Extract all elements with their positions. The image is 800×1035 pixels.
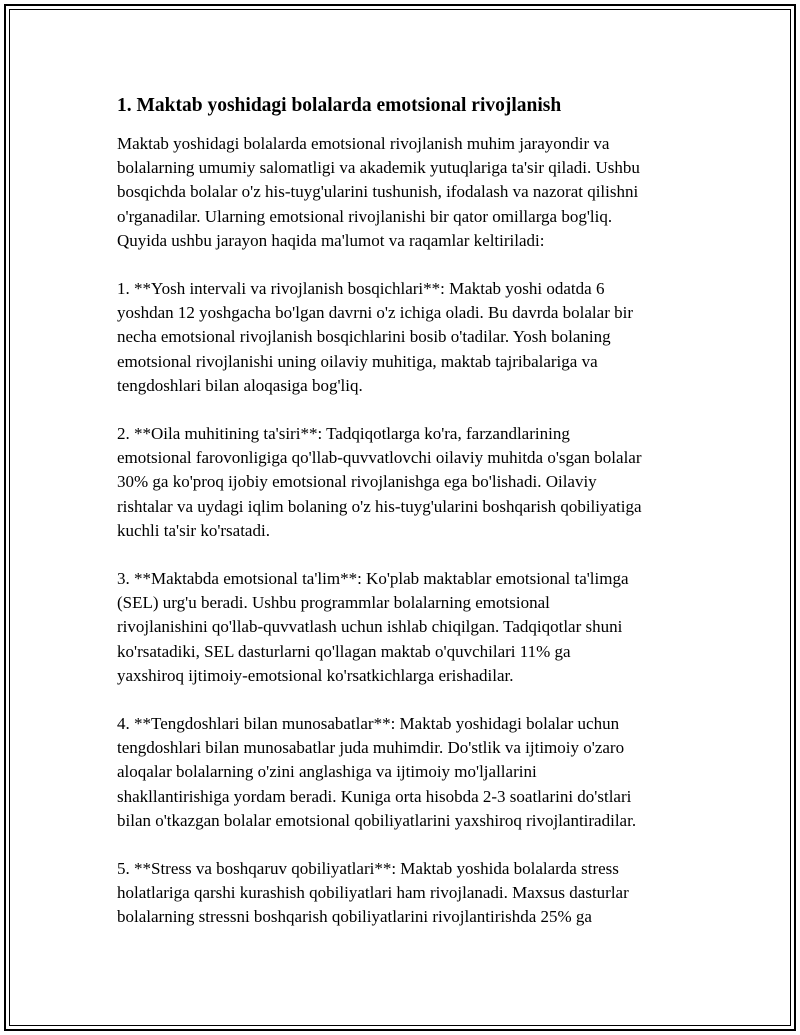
document-body [117,92,697,954]
text-line: Quyida ushbu jarayon haqida ma'lumot va raqamlar keltiriladi: [117,230,545,250]
text-line: shakllantirishiga yordam beradi. Kuniga orta hisobda 2-3 soatlarini do'stlari [117,786,632,806]
text-line: yoshdan 12 yoshgacha bo'lgan davrni o'z ichiga oladi. Bu davrda bolalar bir [117,303,633,323]
text-line: bolalarning stressni boshqarish qobiliyatlarini rivojlantirishda 25% ga [117,907,592,927]
text-line: aloqalar bolalarning o'zini anglashiga va ijtimoiy mo'ljallarini [117,762,537,782]
point-4-paragraph [117,712,697,833]
text-line: Maktab yoshidagi bolalarda emotsional rivojlanish muhim jarayondir va [117,134,610,153]
text-line: yaxshiroq ijtimoiy-emotsional ko'rsatkichlarga erishadilar. [117,665,514,685]
text-line: rishtalar va uydagi iqlim bolaning o'z his-tuyg'ularini boshqarish qobiliyatiga [117,496,642,516]
point-5-paragraph [117,857,697,930]
text-line: 3. **Maktabda emotsional ta'lim**: Ko'plab maktablar emotsional ta'limga [117,569,629,589]
point-3-paragraph [117,567,697,688]
point-1-paragraph [117,277,697,398]
text-line: emotsional farovonligiga qo'llab-quvvatlovchi oilaviy muhitda o'sgan bolalar [117,448,642,468]
text-line: tengdoshlari bilan munosabatlar juda muhimdir. Do'stlik va ijtimoiy o'zaro [117,738,625,758]
text-line: bolalarning umumiy salomatligi va akademik yutuqlariga ta'sir qiladi. Ushbu [117,158,640,178]
text-line: holatlariga qarshi kurashish qobiliyatlari ham rivojlanadi. Maxsus dasturlar [117,883,629,903]
point-2-paragraph [117,422,697,543]
intro-paragraph [117,132,697,253]
text-line: 4. **Tengdoshlari bilan munosabatlar**: Maktab yoshidagi bolalar uchun [117,714,620,734]
text-line: emotsional rivojlanishi uning oilaviy muhitiga, maktab tajribalariga va [117,351,598,371]
text-line: ko'rsatadiki, SEL dasturlarni qo'llagan maktab o'quvchilari 11% ga [117,641,571,661]
text-line: bosqichda bolalar o'z his-tuyg'ularini tushunish, ifodalash va nazorat qilishni [117,182,639,202]
text-line: o'rganadilar. Ularning emotsional rivojlanishi bir qator omillarga bog'liq. [117,206,613,226]
text-line: bilan o'tkazgan bolalar emotsional qobiliyatlarini yaxshiroq rivojlantiradilar. [117,810,637,830]
text-line: necha emotsional rivojlanish bosqichlarini bosib o'tadilar. Yosh bolaning [117,327,611,347]
text-line: (SEL) urg'u beradi. Ushbu programmlar bolalarning emotsional [117,593,550,613]
text-line: 1. **Yosh intervali va rivojlanish bosqichlari**: Maktab yoshi odatda 6 [117,279,605,299]
text-line: rivojlanishini qo'llab-quvvatlash uchun ishlab chiqilgan. Tadqiqotlar shuni [117,617,623,637]
section-heading: 1. Maktab yoshidagi bolalarda emotsional rivojlanish [117,95,562,116]
text-line: 5. **Stress va boshqaruv qobiliyatlari**: Maktab yoshida bolalarda stress [117,859,619,879]
text-line: tengdoshlari bilan aloqasiga bog'liq. [117,375,363,395]
text-line: kuchli ta'sir ko'rsatadi. [117,520,270,540]
text-line: 2. **Oila muhitining ta'siri**: Tadqiqotlarga ko'ra, farzandlarining [117,424,570,444]
text-line: 30% ga ko'proq ijobiy emotsional rivojlanishga ega bo'lishadi. Oilaviy [117,472,597,492]
